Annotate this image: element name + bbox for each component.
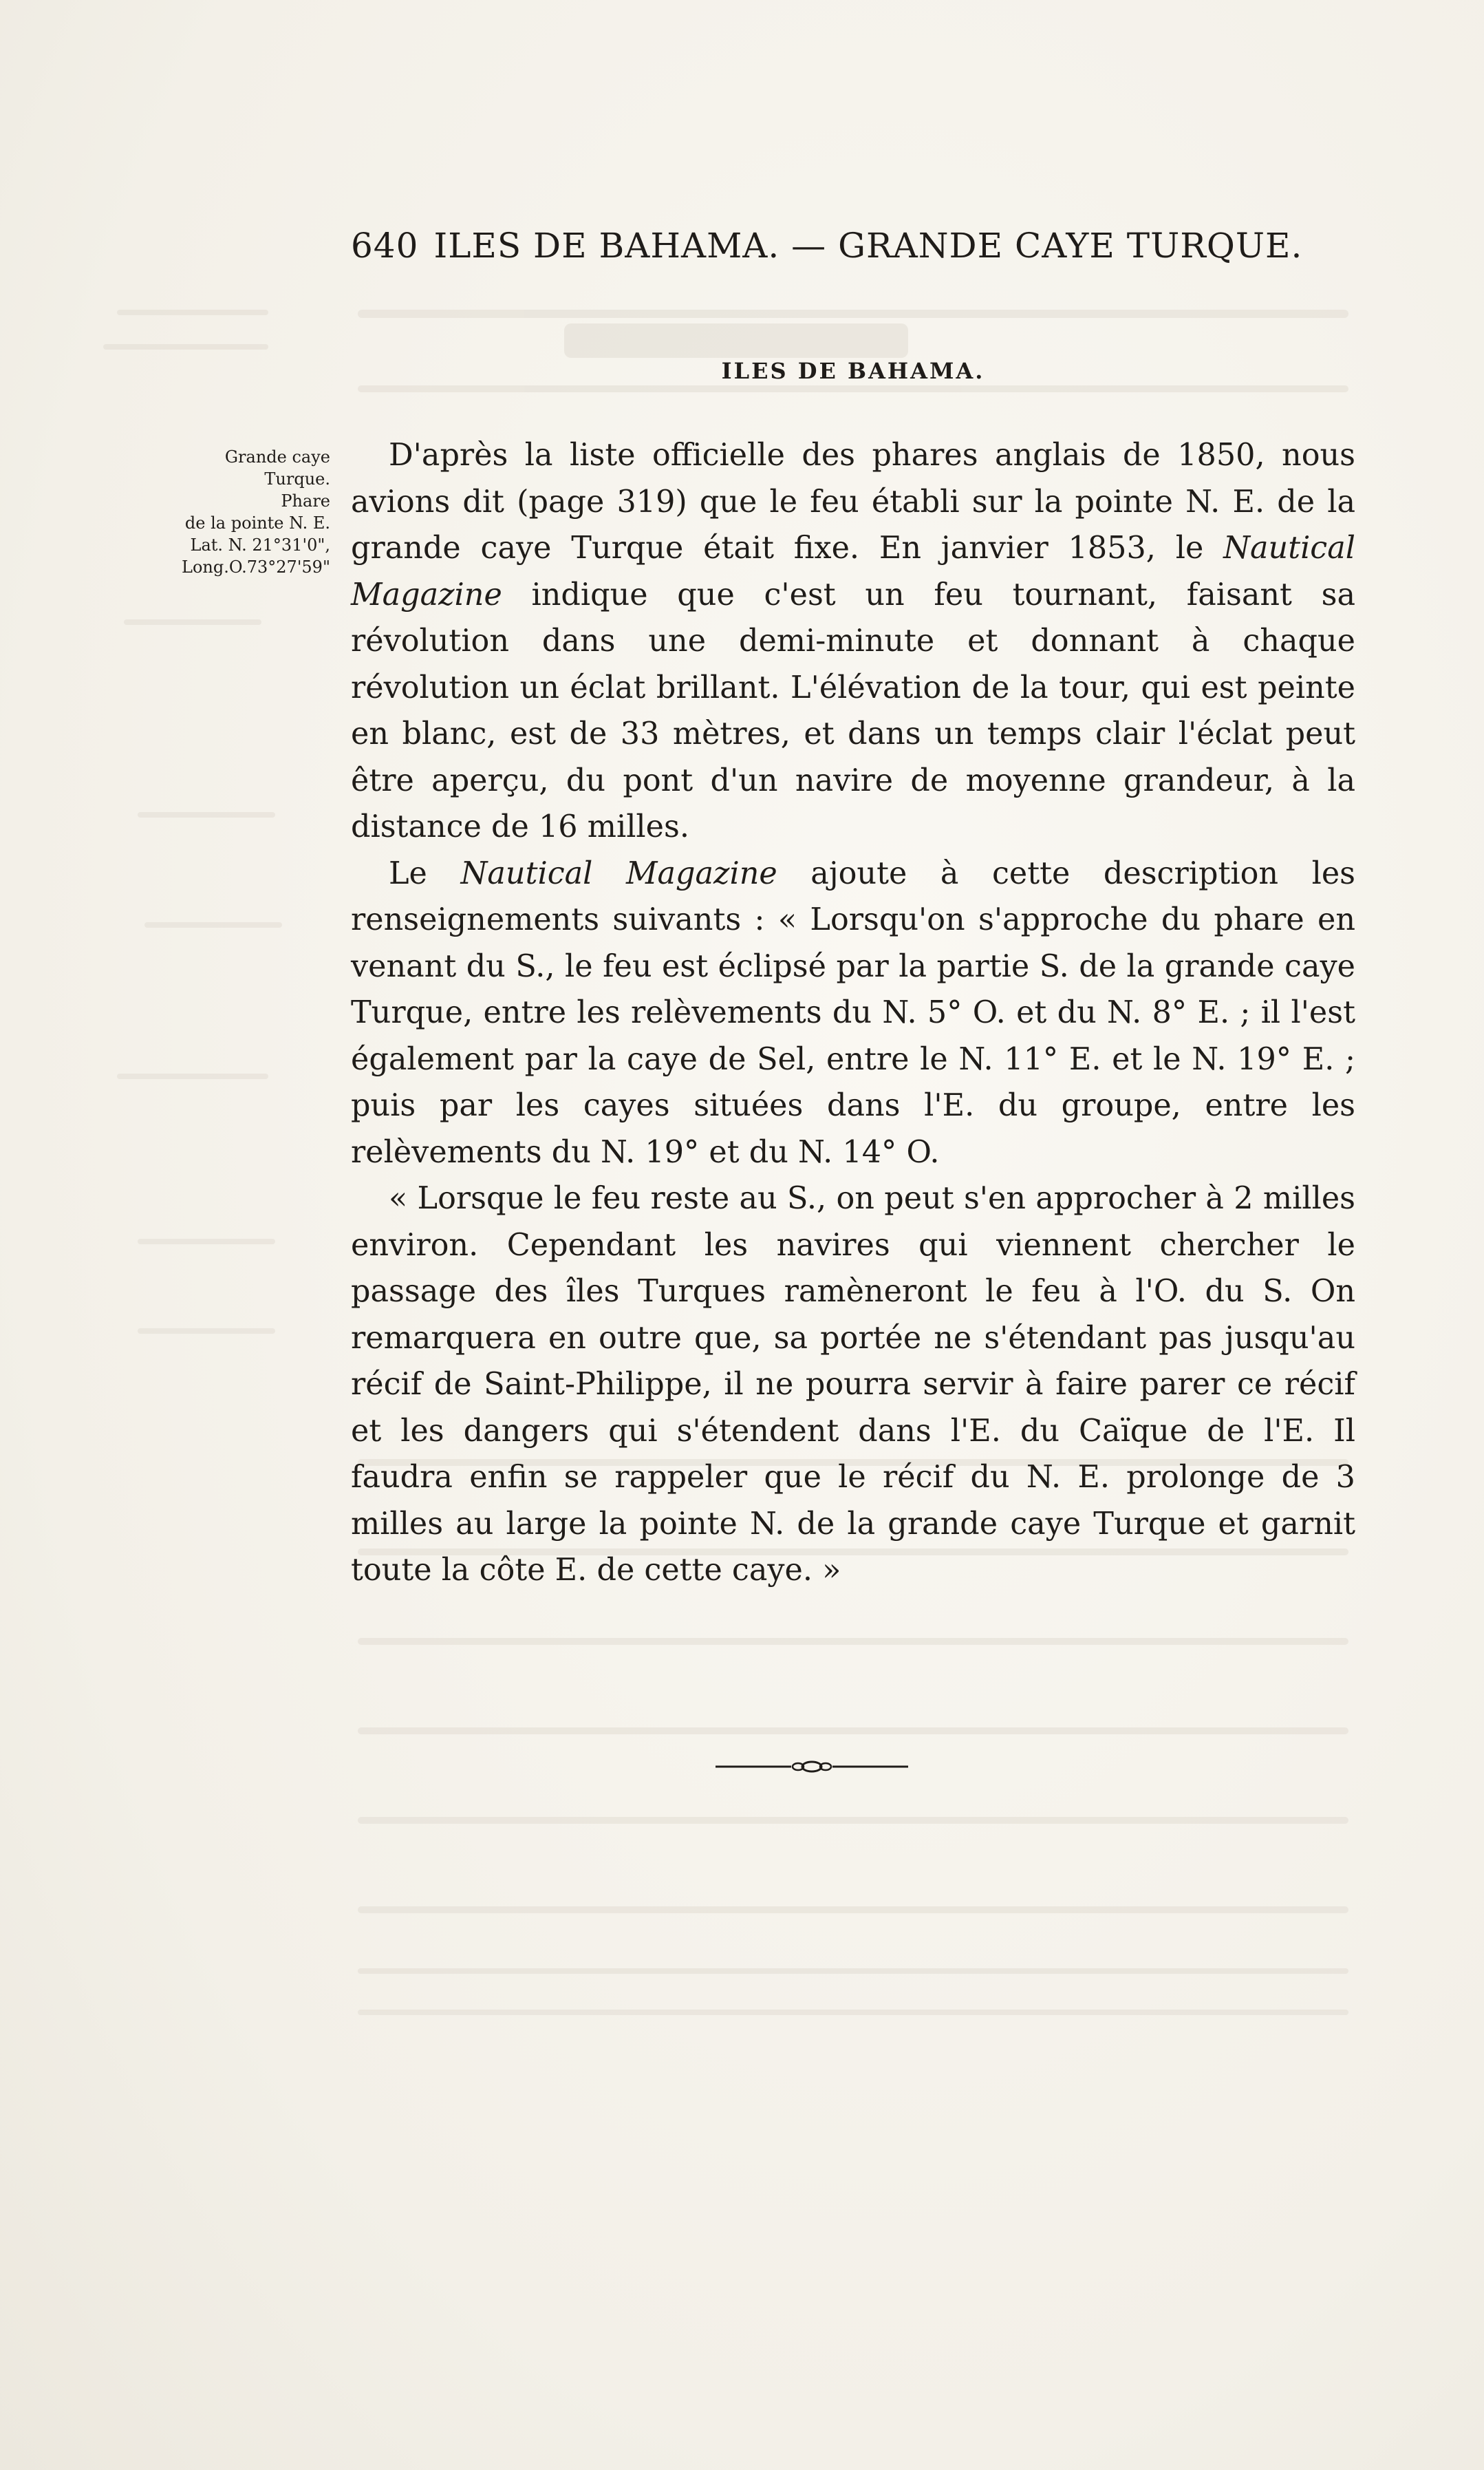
margin-note-line: Lat. N. 21°31'0", xyxy=(190,535,330,555)
margin-note-line: Grande caye xyxy=(224,447,330,467)
paragraph-text: indique que c'est un feu tournant, faisant sa révolution dans une demi-minute et donnant à chaque révolution un éclat brillant. L'élévation de la tour, qui est peinte en blanc, est de 33 mètres, et dans un temps clair l'éclat peut être aperçu, du pont d'un navire de moyenne grandeur, à la distance de 16 milles. xyxy=(351,577,1355,844)
paragraph-1 xyxy=(351,432,1355,851)
section-title: ILES DE BAHAMA. xyxy=(721,358,985,384)
margin-note-line: Turque. xyxy=(264,469,330,489)
paragraph-3: « Lorsque le feu reste au S., on peut s'en approcher à 2 milles environ. Cependant les navires qui viennent chercher le passage des îles Turques ramèneront le feu à l'O. du S. On remarquera en outre que, sa portée ne s'étendant pas jusqu'au récif de Saint-Philippe, il ne pourra servir à faire parer ce récif et les dangers qui s'étendent dans l'E. du Caïque de l'E. Il faudra enfin se rappeler que le récif du N. E. prolonge de 3 milles au large la pointe N. de la grande caye Turque et garnit toute la côte E. de cette caye. » xyxy=(351,1181,1355,1588)
margin-note-line: Long.O.73°27'59" xyxy=(182,557,330,577)
page-number: 640 xyxy=(351,226,419,266)
paragraph-text: D'après la liste officielle des phares anglais de 1850, nous avions dit (page 319) que le feu établi sur la pointe N. E. de la grande caye Turque était fixe. En janvier 1853, le xyxy=(351,438,1355,566)
paragraph-text: ajoute à cette description les renseignements suivants : « Lorsqu'on s'approche du phare en venant du S., le feu est éclipsé par la partie S. de la grande caye Turque, entre les relèvements du N. 5° O. et du N. 8° E. ; il l'est également par la caye de Sel, entre le N. 11° E. et le N. 19° E. ; puis par les cayes situées dans l'E. du groupe, entre les relèvements du N. 19° et du N. 14° O. xyxy=(351,855,1355,1170)
body-text xyxy=(351,432,1355,1594)
margin-note xyxy=(131,446,330,578)
margin-note-line: Phare xyxy=(281,491,330,511)
paragraph-2 xyxy=(351,851,1355,1176)
paragraph-text: Le xyxy=(389,855,461,891)
running-head xyxy=(351,226,1355,266)
periodical-title: Nautical Magazine xyxy=(351,531,1355,613)
running-title: ILES DE BAHAMA. — GRANDE CAYE TURQUE. xyxy=(433,226,1303,266)
ornament-divider-icon xyxy=(716,1756,908,1777)
periodical-title: Nautical Magazine xyxy=(460,855,777,891)
margin-note-line: de la pointe N. E. xyxy=(184,513,330,533)
